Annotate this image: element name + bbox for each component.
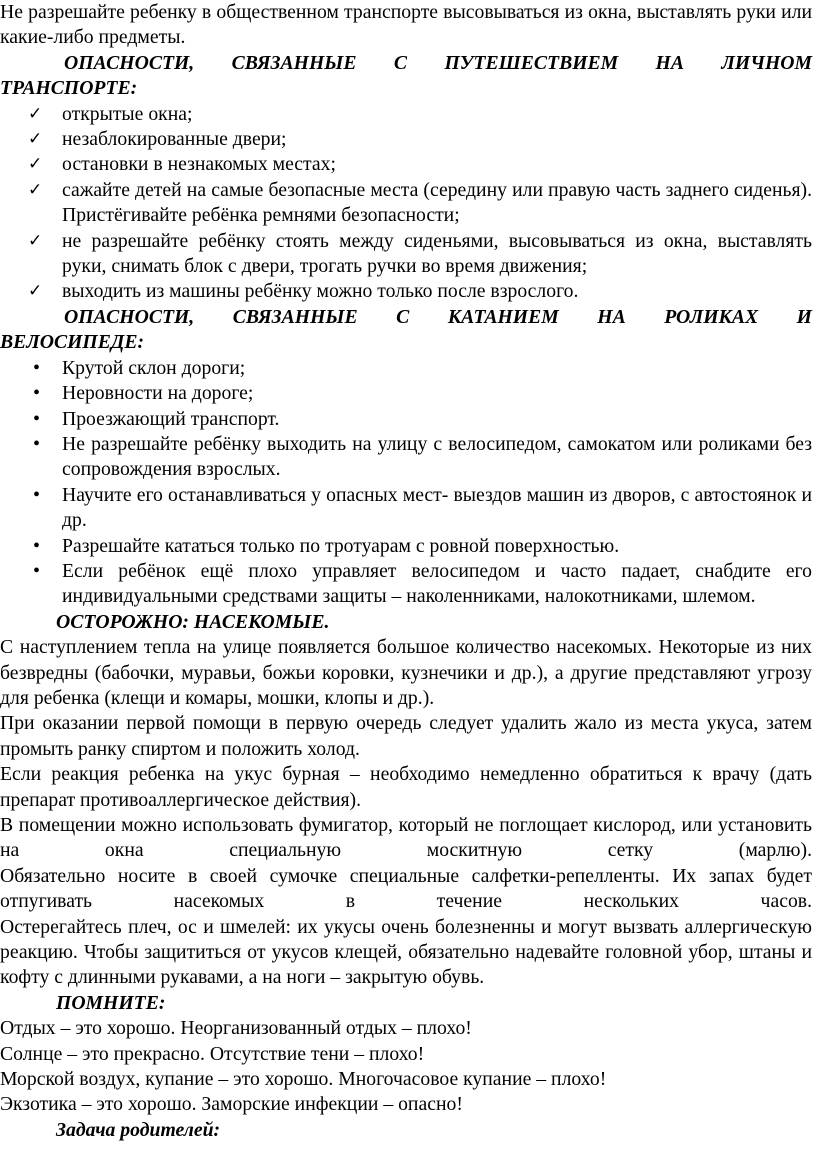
checkmark-icon: ✓ [28,230,43,251]
list-item: ✓ сажайте детей на самые безопасные места (середину или правую часть заднего сиденья). Пристёгивайте ребёнка ремнями безопасности; [28,178,812,227]
checkmark-icon: ✓ [28,103,43,124]
list-item: • Проезжающий транспорт. [0,407,812,432]
heading-personal-transport-cont: ТРАНСПОРТЕ: [0,77,138,100]
list-item: • Не разрешайте ребёнку выходить на улицу с велосипедом, самокатом или роликами без сопровождения взрослых. [33,432,812,481]
checkmark-icon: ✓ [28,179,43,200]
heading-insects: ОСТОРОЖНО: НАСЕКОМЫЕ. [56,610,330,633]
remember-line: Экзотика – это хорошо. Заморские инфекции – опасно! [0,1093,463,1116]
checklist-personal-transport [0,102,812,305]
list-item: ✓ не разрешайте ребёнку стоять между сиденьями, высовываться из окна, выставлять руки, снимать блок с двери, трогать ручки во время движения; [28,229,812,278]
bullet-dot-icon: • [33,432,41,455]
insects-paragraph-4: В помещении можно использовать фумигатор, который не поглощает кислород, или установить на окна специальную москитную сетку (марлю). [0,814,812,862]
heading-parents-task: Задача родителей: [56,1118,221,1141]
list-item: • Научите его останавливаться у опасных мест- выездов машин из дворов, с автостоянок и др. [33,483,812,532]
bullet-dot-icon: • [33,356,41,379]
remember-line: Морской воздух, купание – это хорошо. Многочасовое купание – плохо! [0,1068,607,1091]
checkmark-icon: ✓ [28,281,43,302]
checkmark-icon: ✓ [28,129,43,150]
bullet-dot-icon: • [33,407,41,430]
insects-paragraph-3: Если реакция ребенка на укус бурная – необходимо немедленно обратиться к врачу (дать препарат противоаллергическое действия). [0,763,812,811]
remember-line: Отдых – это хорошо. Неорганизованный отдых – плохо! [0,1017,472,1040]
checkmark-icon: ✓ [28,154,43,175]
heading-rollers-bicycle: ОПАСНОСТИ, СВЯЗАННЫЕ С КАТАНИЕМ НА РОЛИКАХ И [64,305,812,328]
heading-remember: ПОМНИТЕ: [56,991,166,1014]
list-item: • Неровности на дороге; [0,381,812,406]
bullet-dot-icon: • [33,382,41,405]
bullet-dot-icon: • [33,483,41,506]
list-item: • Разрешайте кататься только по тротуарам с ровной поверхностью. [0,534,812,559]
heading-personal-transport: ОПАСНОСТИ, СВЯЗАННЫЕ С ПУТЕШЕСТВИЕМ НА ЛИЧНОМ [64,51,812,74]
intro-paragraph: Не разрешайте ребенку в общественном транспорте высовываться из окна, выставлять руки или какие-либо предметы. [0,1,812,49]
insects-paragraph-1: С наступлением тепла на улице появляется большое количество насекомых. Некоторые из них безвредны (бабочки, муравьи, божьи коровки, кузнечики и др.), а другие представляют угрозу для ребенка (клещи и комары, мошки, клопы и др.). [0,636,812,709]
list-item: ✓ остановки в незнакомых местах; [0,152,812,177]
list-item: • Если ребёнок ещё плохо управляет велосипедом и часто падает, снабдите его индивидуальными средствами защиты – наколенниками, налокотниками, шлемом. [33,559,812,608]
list-item: ✓ незаблокированные двери; [0,127,812,152]
insects-paragraph-5: Обязательно носите в своей сумочке специальные салфетки-репелленты. Их запах будет отпугивать насекомых в течение нескольких часов. [0,864,812,913]
list-item: • Крутой склон дороги; [0,356,812,381]
heading-rollers-bicycle-cont: ВЕЛОСИПЕДЕ: [0,331,145,354]
bullet-dot-icon: • [33,559,41,582]
bullet-list-rollers-bicycle [0,356,812,610]
insects-paragraph-6: Остерегайтесь плеч, ос и шмелей: их укусы очень болезненны и могут вызвать аллергическую реакцию. Чтобы защититься от укусов клещей, обязательно надевайте головной убор, штаны и кофту с длинными рукавами, а на ноги – закрытую обувь. [0,915,812,989]
bullet-dot-icon: • [33,534,41,557]
insects-paragraph-2: При оказании первой помощи в первую очередь следует удалить жало из места укуса, затем промыть ранку спиртом и положить холод. [0,712,812,760]
list-item: ✓ открытые окна; [0,102,812,127]
remember-line: Солнце – это прекрасно. Отсутствие тени – плохо! [0,1042,425,1065]
list-item: ✓ выходить из машины ребёнку можно только после взрослого. [0,279,812,304]
